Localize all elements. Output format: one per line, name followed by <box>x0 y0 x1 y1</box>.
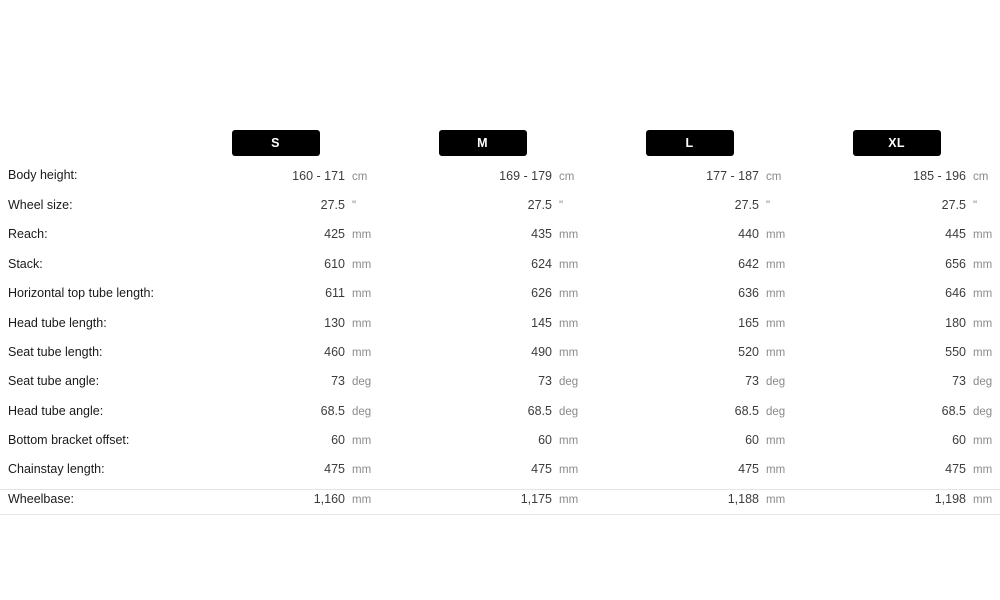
value: 169 - 179 <box>499 168 552 183</box>
size-header-xl <box>793 125 1000 161</box>
unit: mm <box>766 317 786 330</box>
unit: deg <box>766 405 786 418</box>
value: 636 <box>738 286 759 301</box>
cell-body-height-l <box>586 161 793 190</box>
unit: deg <box>766 376 786 389</box>
value: 73 <box>538 374 552 389</box>
cell-seat-tube-length-l <box>586 337 793 366</box>
cell-chainstay-length-l <box>586 455 793 484</box>
cell-seat-tube-length-s <box>172 337 379 366</box>
table-row <box>0 337 1000 366</box>
row-label-seat-tube-angle: Seat tube angle: <box>8 374 100 389</box>
table-row <box>0 249 1000 278</box>
value: 646 <box>945 286 966 301</box>
row-label-seat-tube-length: Seat tube length: <box>8 344 103 359</box>
cell-chainstay-length-s <box>172 455 379 484</box>
cell-seat-tube-length-xl <box>793 337 1000 366</box>
unit: mm <box>559 435 579 448</box>
cell-wheel-size-l <box>586 190 793 219</box>
value: 460 <box>324 344 345 359</box>
row-label-bottom-bracket-offset: Bottom bracket offset: <box>8 433 130 448</box>
value: 1,198 <box>934 491 966 506</box>
size-badge-s: S <box>232 130 320 156</box>
cell-head-tube-angle-m <box>379 396 586 425</box>
row-label-reach: Reach: <box>8 227 48 242</box>
cell-head-tube-length-l <box>586 308 793 337</box>
unit: mm <box>973 229 993 242</box>
table-body <box>0 161 1000 514</box>
value: 611 <box>325 286 345 301</box>
row-label-horizontal-top-tube-length: Horizontal top tube length: <box>8 286 154 301</box>
cell-head-tube-length-m <box>379 308 586 337</box>
cell-reach-xl <box>793 220 1000 249</box>
value: 425 <box>324 227 345 242</box>
table-row <box>0 279 1000 308</box>
cell-head-tube-angle-xl <box>793 396 1000 425</box>
table-row <box>0 190 1000 219</box>
unit: mm <box>766 288 786 301</box>
cell-bottom-bracket-offset-l <box>586 425 793 454</box>
table-header <box>0 125 1000 161</box>
unit: mm <box>766 258 786 271</box>
unit: deg <box>973 405 993 418</box>
cell-horizontal-top-tube-length-m <box>379 279 586 308</box>
geometry-table-wrapper <box>0 125 1000 515</box>
cell-bottom-bracket-offset-xl <box>793 425 1000 454</box>
unit: mm <box>352 288 372 301</box>
value: 145 <box>531 315 552 330</box>
unit: mm <box>973 493 993 506</box>
cell-seat-tube-angle-s <box>172 367 379 396</box>
cell-reach-m <box>379 220 586 249</box>
row-label-body-height: Body height: <box>8 168 78 183</box>
header-spacer <box>0 125 172 161</box>
value: 27.5 <box>941 198 966 213</box>
unit: deg <box>559 405 579 418</box>
value: 60 <box>745 433 759 448</box>
size-header-s <box>172 125 379 161</box>
unit: mm <box>766 346 786 359</box>
cell-stack-l <box>586 249 793 278</box>
table-bottom-divider <box>0 489 1000 490</box>
unit: mm <box>973 288 993 301</box>
cell-chainstay-length-xl <box>793 455 1000 484</box>
unit: mm <box>559 288 579 301</box>
unit: " <box>973 200 978 213</box>
cell-stack-s <box>172 249 379 278</box>
value: 27.5 <box>527 198 552 213</box>
cell-seat-tube-length-m <box>379 337 586 366</box>
value: 73 <box>952 374 966 389</box>
cell-wheel-size-m <box>379 190 586 219</box>
value: 475 <box>531 462 552 477</box>
unit: mm <box>352 258 372 271</box>
cell-head-tube-length-xl <box>793 308 1000 337</box>
unit: cm <box>766 170 782 183</box>
unit: deg <box>352 405 372 418</box>
value: 445 <box>945 227 966 242</box>
unit: deg <box>973 376 993 389</box>
value: 475 <box>945 462 966 477</box>
cell-wheel-size-s <box>172 190 379 219</box>
value: 1,175 <box>520 491 552 506</box>
cell-body-height-s <box>172 161 379 190</box>
unit: mm <box>973 435 993 448</box>
cell-stack-xl <box>793 249 1000 278</box>
cell-horizontal-top-tube-length-xl <box>793 279 1000 308</box>
size-header-row <box>0 125 1000 161</box>
table-row <box>0 367 1000 396</box>
cell-horizontal-top-tube-length-l <box>586 279 793 308</box>
cell-reach-l <box>586 220 793 249</box>
value: 642 <box>738 256 759 271</box>
unit: " <box>559 200 564 213</box>
value: 435 <box>531 227 552 242</box>
value: 165 <box>738 315 759 330</box>
value: 73 <box>745 374 759 389</box>
value: 185 - 196 <box>913 168 966 183</box>
cell-stack-m <box>379 249 586 278</box>
unit: mm <box>352 229 372 242</box>
row-label-stack: Stack: <box>8 256 43 271</box>
cell-body-height-xl <box>793 161 1000 190</box>
value: 475 <box>738 462 759 477</box>
unit: mm <box>973 258 993 271</box>
table-row <box>0 220 1000 249</box>
row-label-wheel-size: Wheel size: <box>8 198 73 213</box>
unit: deg <box>559 376 579 389</box>
value: 520 <box>738 344 759 359</box>
value: 475 <box>324 462 345 477</box>
table-row <box>0 396 1000 425</box>
unit: mm <box>352 464 372 477</box>
geometry-table <box>0 125 1000 515</box>
table-row <box>0 455 1000 484</box>
cell-head-tube-length-s <box>172 308 379 337</box>
value: 27.5 <box>320 198 345 213</box>
unit: mm <box>352 493 372 506</box>
table-row <box>0 425 1000 454</box>
unit: " <box>352 200 357 213</box>
unit: mm <box>559 346 579 359</box>
unit: mm <box>559 493 579 506</box>
value: 60 <box>538 433 552 448</box>
unit: mm <box>766 464 786 477</box>
unit: mm <box>559 258 579 271</box>
cell-body-height-m <box>379 161 586 190</box>
unit: mm <box>352 317 372 330</box>
value: 68.5 <box>734 403 759 418</box>
unit: mm <box>559 229 579 242</box>
cell-seat-tube-angle-xl <box>793 367 1000 396</box>
value: 550 <box>945 344 966 359</box>
value: 160 - 171 <box>292 168 345 183</box>
unit: mm <box>559 464 579 477</box>
size-header-m <box>379 125 586 161</box>
row-label-wheelbase: Wheelbase: <box>0 484 172 514</box>
value: 68.5 <box>320 403 345 418</box>
value: 1,188 <box>727 491 759 506</box>
value: 68.5 <box>527 403 552 418</box>
unit: mm <box>559 317 579 330</box>
unit: mm <box>973 346 993 359</box>
row-label-head-tube-length: Head tube length: <box>8 315 107 330</box>
size-header-l <box>586 125 793 161</box>
unit: " <box>766 200 771 213</box>
unit: cm <box>352 170 368 183</box>
cell-wheel-size-xl <box>793 190 1000 219</box>
unit: mm <box>973 317 993 330</box>
value: 490 <box>531 344 552 359</box>
value: 60 <box>952 433 966 448</box>
value: 1,160 <box>313 491 345 506</box>
value: 656 <box>945 256 966 271</box>
cell-bottom-bracket-offset-s <box>172 425 379 454</box>
value: 130 <box>324 315 345 330</box>
size-badge-l: L <box>646 130 734 156</box>
unit: mm <box>352 346 372 359</box>
value: 60 <box>331 433 345 448</box>
value: 624 <box>531 256 552 271</box>
row-label-chainstay-length: Chainstay length: <box>8 462 105 477</box>
unit: mm <box>766 493 786 506</box>
value: 610 <box>324 256 345 271</box>
cell-reach-s <box>172 220 379 249</box>
value: 626 <box>531 286 552 301</box>
unit: mm <box>352 435 372 448</box>
cell-horizontal-top-tube-length-s <box>172 279 379 308</box>
cell-seat-tube-angle-l <box>586 367 793 396</box>
table-row <box>0 308 1000 337</box>
unit: mm <box>766 229 786 242</box>
unit: cm <box>973 170 989 183</box>
cell-head-tube-angle-s <box>172 396 379 425</box>
value: 177 - 187 <box>706 168 759 183</box>
unit: mm <box>766 435 786 448</box>
unit: deg <box>352 376 372 389</box>
value: 440 <box>738 227 759 242</box>
cell-bottom-bracket-offset-m <box>379 425 586 454</box>
value: 180 <box>945 315 966 330</box>
value: 73 <box>331 374 345 389</box>
value: 68.5 <box>941 403 966 418</box>
cell-chainstay-length-m <box>379 455 586 484</box>
cell-seat-tube-angle-m <box>379 367 586 396</box>
size-badge-m: M <box>439 130 527 156</box>
cell-head-tube-angle-l <box>586 396 793 425</box>
value: 27.5 <box>734 198 759 213</box>
unit: cm <box>559 170 575 183</box>
table-row <box>0 161 1000 190</box>
row-label-head-tube-angle: Head tube angle: <box>8 403 104 418</box>
unit: mm <box>973 464 993 477</box>
size-badge-xl: XL <box>853 130 941 156</box>
